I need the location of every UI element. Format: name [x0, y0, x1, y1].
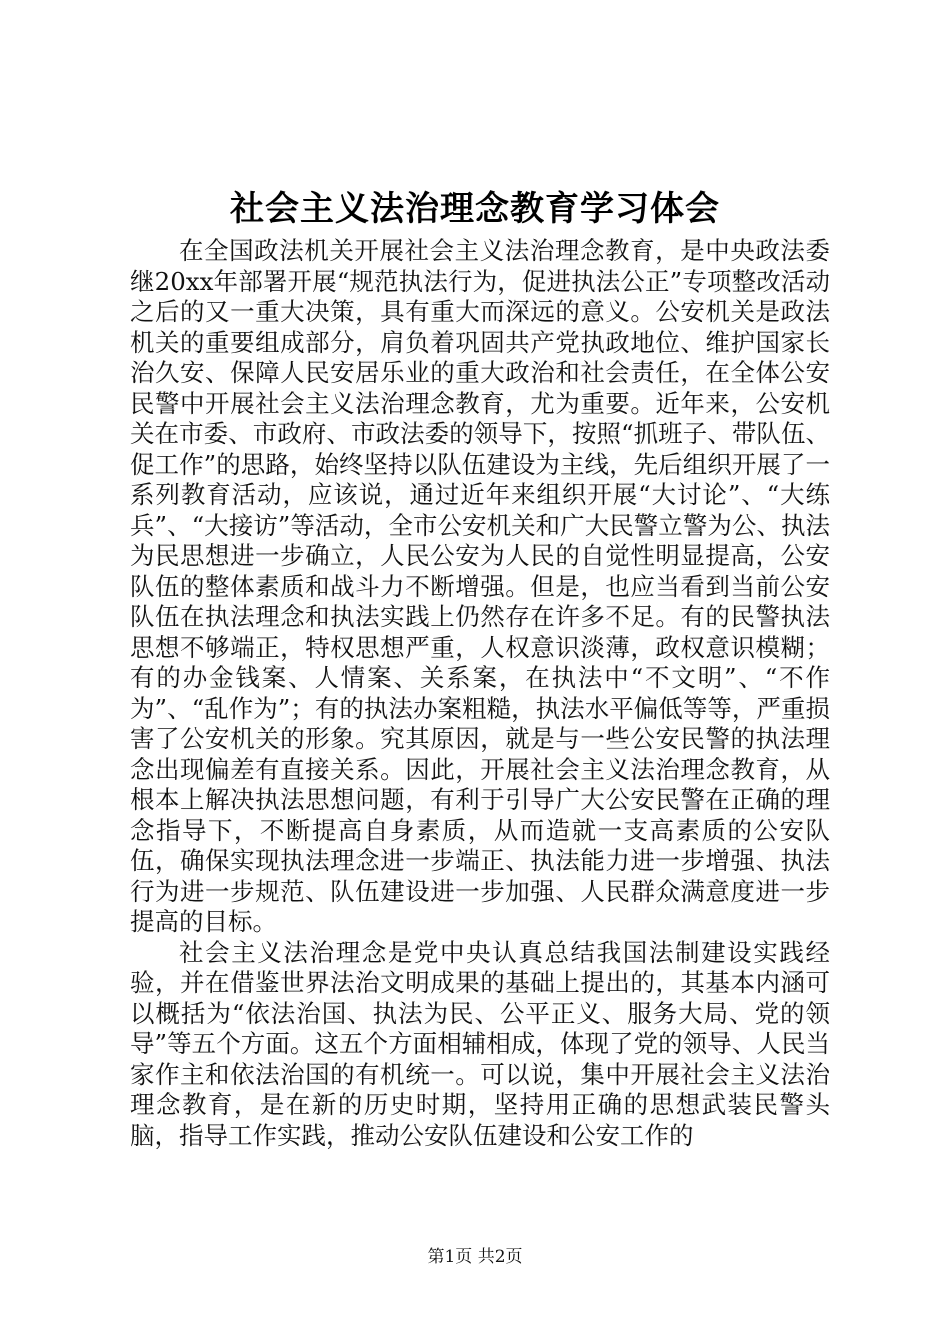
paragraph-1: 在全国政法机关开展社会主义法治理念教育，是中央政法委继20xx年部署开展“规范执法行为，促进执法公正”专项整改活动之后的又一重大决策，具有重大而深远的意义。公安机关是政法机关的重要组成部分，肩负着巩固共产党执政地位、维护国家长治久安、保障人民安居乐业的重大政治和社会责任，在全体公安民警中开展社会主义法治理念教育，尤为重要。近年来，公安机关在市委、市政府、市政法委的领导下，按照“抓班子、带队伍、促工作”的思路，始终坚持以队伍建设为主线，先后组织开展了一系列教育活动，应该说，通过近年来组织开展“大讨论”、“大练兵”、“大接访”等活动，全市公安机关和广大民警立警为公、执法为民思想进一步确立，人民公安为人民的自觉性明显提高，公安队伍的整体素质和战斗力不断增强。但是，也应当看到当前公安队伍在执法理念和执法实践上仍然存在许多不足。有的民警执法思想不够端正，特权思想严重，人权意识淡薄，政权意识模糊；有的办金钱案、人情案、关系案，在执法中“不文明”、“不作为”、“乱作为”；有的执法办案粗糙，执法水平偏低等等，严重损害了公安机关的形象。究其原因，就是与一些公安民警的执法理念出现偏差有直接关系。因此，开展社会主义法治理念教育，从根本上解决执法思想问题，有利于引导广大公安民警在正确的理念指导下，不断提高自身素质，从而造就一支高素质的公安队伍，确保实现执法理念进一步端正、执法能力进一步增强、执法行为进一步规范、队伍建设进一步加强、人民群众满意度进一步提高的目标。	[130, 236, 830, 936]
page-footer: 第1页 共2页	[427, 1247, 523, 1267]
document-body	[130, 236, 830, 1151]
paragraph-2: 社会主义法治理念是党中央认真总结我国法制建设实践经验，并在借鉴世界法治文明成果的基础上提出的，其基本内涵可以概括为“依法治国、执法为民、公平正义、服务大局、党的领导”等五个方面。这五个方面相辅相成，体现了党的领导、人民当家作主和依法治国的有机统一。可以说，集中开展社会主义法治理念教育，是在新的历史时期，坚持用正确的思想武装民警头脑，指导工作实践，推动公安队伍建设和公安工作的	[130, 937, 830, 1150]
document-title: 社会主义法治理念教育学习体会	[230, 189, 720, 229]
